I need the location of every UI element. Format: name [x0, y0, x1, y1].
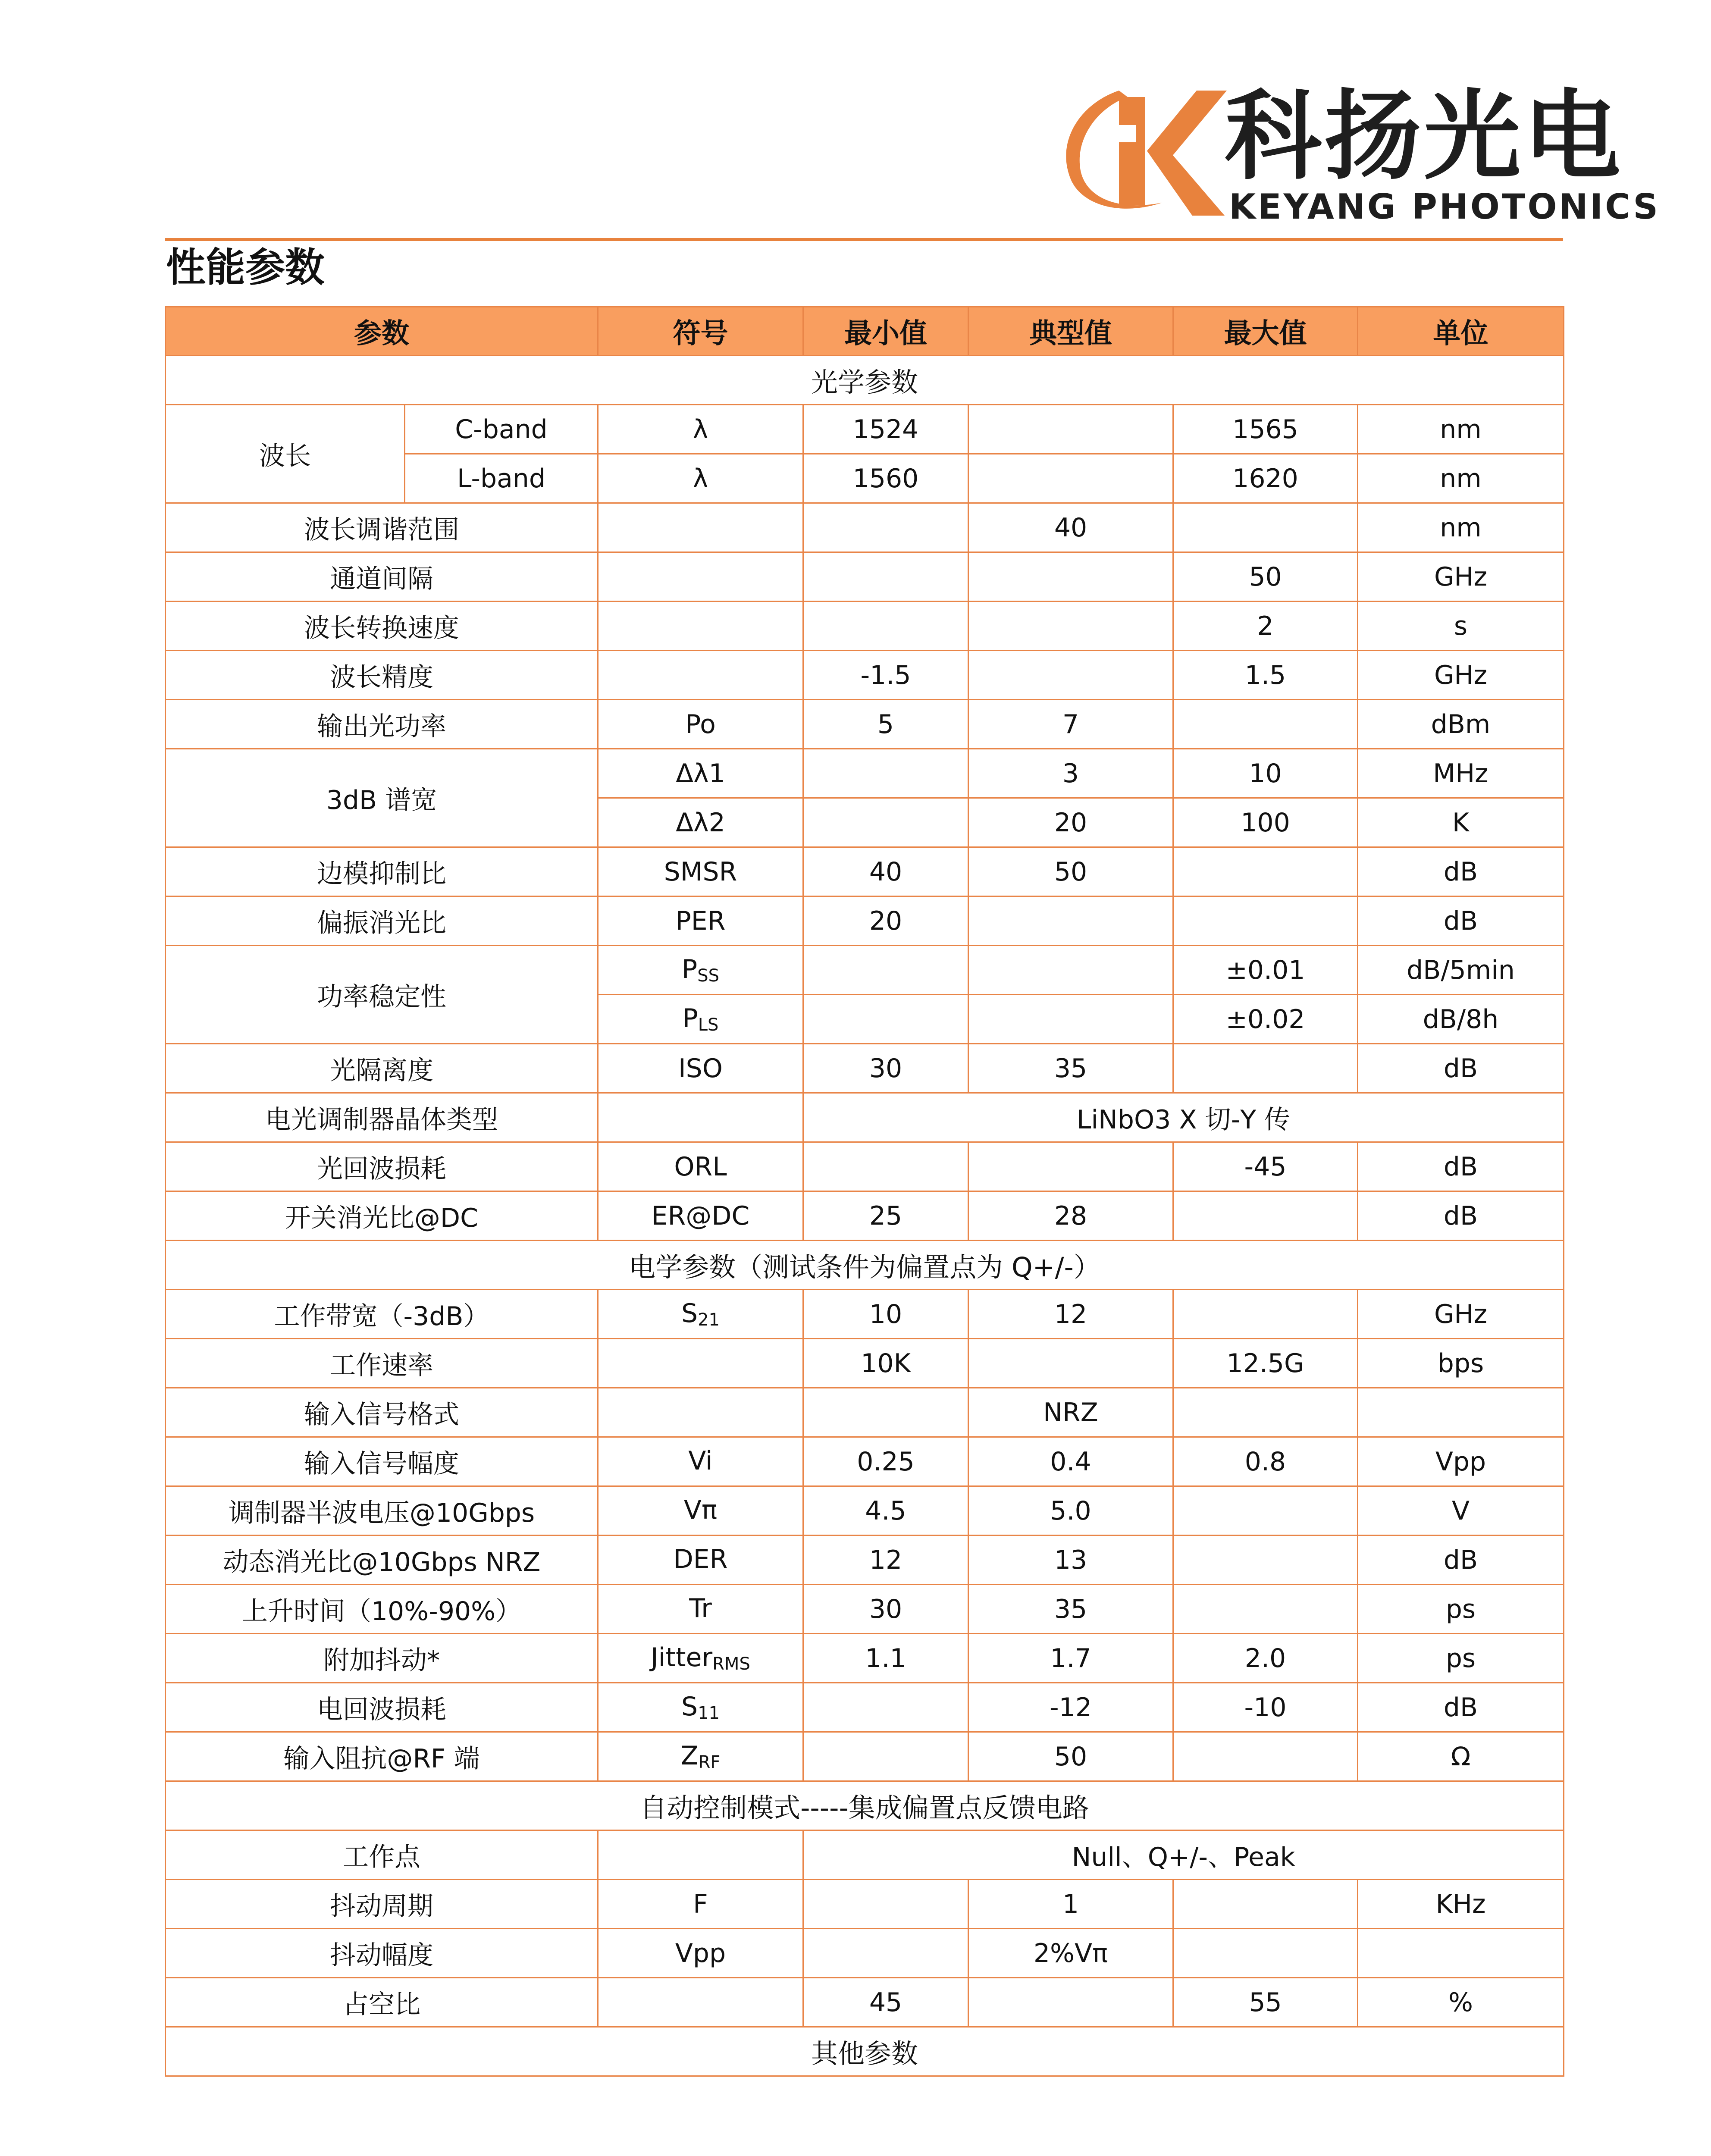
param-cell: 占空比	[166, 1978, 598, 2027]
typ-cell: 2%Vπ	[968, 1929, 1173, 1978]
min-cell	[803, 1683, 968, 1732]
symbol-cell	[598, 946, 803, 995]
max-cell	[1173, 1044, 1358, 1093]
symbol-cell: ISO	[598, 1044, 803, 1093]
table-row	[166, 1388, 1564, 1437]
value-cell: Null、Q+/-、Peak	[803, 1830, 1564, 1880]
min-cell	[803, 1929, 968, 1978]
table-row	[166, 1290, 1564, 1339]
max-cell	[1173, 1536, 1358, 1585]
table-row	[166, 700, 1564, 749]
symbol-main: Vπ	[683, 1495, 718, 1525]
max-cell	[1173, 503, 1358, 552]
table-row	[166, 1536, 1564, 1585]
max-cell: 2.0	[1173, 1634, 1358, 1683]
table-row	[166, 1142, 1564, 1191]
min-cell	[803, 1880, 968, 1929]
header-max: 最大值	[1173, 307, 1358, 356]
max-cell	[1173, 1880, 1358, 1929]
typ-cell: 3	[968, 749, 1173, 798]
min-cell: 20	[803, 896, 968, 946]
min-cell: 1.1	[803, 1634, 968, 1683]
param-cell: 光回波损耗	[166, 1142, 598, 1191]
symbol-cell	[598, 1683, 803, 1732]
symbol-cell	[598, 651, 803, 700]
symbol-subscript: 11	[698, 1703, 720, 1723]
typ-cell: -12	[968, 1683, 1173, 1732]
brand-name-en: KEYANG PHOTONICS	[1229, 187, 1660, 227]
param-cell: 电回波损耗	[166, 1683, 598, 1732]
param-cell: 工作点	[166, 1830, 598, 1880]
unit-cell: V	[1358, 1486, 1564, 1536]
param-cell: 工作带宽（-3dB）	[166, 1290, 598, 1339]
brand-name-cn: 科扬光电	[1225, 80, 1623, 193]
table-row	[166, 552, 1564, 602]
param-cell: 输入阻抗@RF 端	[166, 1732, 598, 1781]
symbol-cell	[598, 1437, 803, 1486]
min-cell	[803, 1388, 968, 1437]
min-cell: 10	[803, 1290, 968, 1339]
unit-cell: KHz	[1358, 1880, 1564, 1929]
min-cell: 0.25	[803, 1437, 968, 1486]
typ-cell: 7	[968, 700, 1173, 749]
param-cell: 输入信号格式	[166, 1388, 598, 1437]
symbol-cell	[598, 1732, 803, 1781]
max-cell	[1173, 700, 1358, 749]
unit-cell: nm	[1358, 405, 1564, 454]
typ-cell: 0.4	[968, 1437, 1173, 1486]
symbol-main: P	[682, 954, 698, 984]
section-label: 自动控制模式-----集成偏置点反馈电路	[166, 1781, 1564, 1830]
header-typ: 典型值	[968, 307, 1173, 356]
max-cell: 1.5	[1173, 651, 1358, 700]
param-cell: 波长转换速度	[166, 602, 598, 651]
max-cell: 100	[1173, 798, 1358, 847]
unit-cell: ps	[1358, 1585, 1564, 1634]
max-cell: 10	[1173, 749, 1358, 798]
min-cell	[803, 995, 968, 1044]
header-symbol: 符号	[598, 307, 803, 356]
symbol-main: P	[682, 1003, 698, 1034]
table-row	[166, 1339, 1564, 1388]
max-cell	[1173, 847, 1358, 896]
typ-cell: 12	[968, 1290, 1173, 1339]
min-cell	[803, 798, 968, 847]
unit-cell: Ω	[1358, 1732, 1564, 1781]
table-row	[166, 1880, 1564, 1929]
symbol-cell: λ	[598, 454, 803, 503]
performance-table	[165, 306, 1564, 2077]
typ-cell: 50	[968, 1732, 1173, 1781]
table-row	[166, 1978, 1564, 2027]
min-cell	[803, 503, 968, 552]
symbol-cell	[598, 1634, 803, 1683]
symbol-cell	[598, 995, 803, 1044]
symbol-cell: PER	[598, 896, 803, 946]
min-cell: 1524	[803, 405, 968, 454]
typ-cell	[968, 1339, 1173, 1388]
symbol-subscript: LS	[698, 1015, 719, 1035]
symbol-cell: λ	[598, 405, 803, 454]
min-cell: 30	[803, 1585, 968, 1634]
band-cell: C-band	[405, 405, 598, 454]
header-param: 参数	[166, 307, 598, 356]
min-cell: 4.5	[803, 1486, 968, 1536]
max-cell: ±0.01	[1173, 946, 1358, 995]
unit-cell: K	[1358, 798, 1564, 847]
optical-section-row	[166, 356, 1564, 405]
symbol-subscript: RF	[698, 1752, 721, 1772]
header-divider	[165, 238, 1563, 241]
table-row	[166, 749, 1564, 798]
max-cell	[1173, 1486, 1358, 1536]
param-cell: 上升时间（10%-90%）	[166, 1585, 598, 1634]
header-unit: 单位	[1358, 307, 1564, 356]
typ-cell	[968, 896, 1173, 946]
symbol-cell	[598, 1093, 803, 1142]
max-cell	[1173, 896, 1358, 946]
min-cell	[803, 946, 968, 995]
table-header-row	[166, 307, 1564, 356]
symbol-main: Tr	[689, 1593, 712, 1623]
symbol-cell	[598, 1290, 803, 1339]
table-row	[166, 1437, 1564, 1486]
table-row	[166, 946, 1564, 995]
symbol-cell	[598, 1830, 803, 1880]
param-cell: 附加抖动*	[166, 1634, 598, 1683]
param-cell: 抖动周期	[166, 1880, 598, 1929]
param-cell: 输入信号幅度	[166, 1437, 598, 1486]
table-row	[166, 1093, 1564, 1142]
unit-cell: dBm	[1358, 700, 1564, 749]
table-row	[166, 896, 1564, 946]
min-cell	[803, 1142, 968, 1191]
param-cell: 调制器半波电压@10Gbps	[166, 1486, 598, 1536]
max-cell	[1173, 1290, 1358, 1339]
table-row	[166, 1929, 1564, 1978]
symbol-cell: F	[598, 1880, 803, 1929]
unit-cell: dB	[1358, 896, 1564, 946]
symbol-cell: Po	[598, 700, 803, 749]
max-cell: 12.5G	[1173, 1339, 1358, 1388]
typ-cell	[968, 995, 1173, 1044]
header-min: 最小值	[803, 307, 968, 356]
table-row	[166, 503, 1564, 552]
unit-cell: GHz	[1358, 552, 1564, 602]
band-cell: L-band	[405, 454, 598, 503]
table-row	[166, 1634, 1564, 1683]
unit-cell: nm	[1358, 503, 1564, 552]
typ-cell: 40	[968, 503, 1173, 552]
param-cell: 边模抑制比	[166, 847, 598, 896]
symbol-main: DER	[673, 1544, 728, 1574]
table-row	[166, 651, 1564, 700]
unit-cell: GHz	[1358, 651, 1564, 700]
max-cell: 1620	[1173, 454, 1358, 503]
unit-cell: dB/5min	[1358, 946, 1564, 995]
value-cell: LiNbO3 X 切-Y 传	[803, 1093, 1564, 1142]
max-cell	[1173, 1585, 1358, 1634]
param-cell: 动态消光比@10Gbps NRZ	[166, 1536, 598, 1585]
typ-cell: 13	[968, 1536, 1173, 1585]
unit-cell: dB	[1358, 1191, 1564, 1241]
typ-cell: 35	[968, 1044, 1173, 1093]
min-cell: -1.5	[803, 651, 968, 700]
table-row	[166, 1585, 1564, 1634]
param-cell: 输出光功率	[166, 700, 598, 749]
control-section-row	[166, 1781, 1564, 1830]
typ-cell	[968, 1978, 1173, 2027]
typ-cell	[968, 552, 1173, 602]
unit-cell: GHz	[1358, 1290, 1564, 1339]
max-cell: -45	[1173, 1142, 1358, 1191]
min-cell: 12	[803, 1536, 968, 1585]
unit-cell: %	[1358, 1978, 1564, 2027]
symbol-cell: Vpp	[598, 1929, 803, 1978]
symbol-subscript: SS	[697, 966, 719, 986]
param-cell: 工作速率	[166, 1339, 598, 1388]
symbol-cell: ORL	[598, 1142, 803, 1191]
param-cell: 光隔离度	[166, 1044, 598, 1093]
param-cell: 通道间隔	[166, 552, 598, 602]
table-row	[166, 1830, 1564, 1880]
min-cell: 25	[803, 1191, 968, 1241]
unit-cell: MHz	[1358, 749, 1564, 798]
symbol-cell	[598, 1978, 803, 2027]
section-label: 光学参数	[166, 356, 1564, 405]
typ-cell: 1.7	[968, 1634, 1173, 1683]
typ-cell: 28	[968, 1191, 1173, 1241]
min-cell: 5	[803, 700, 968, 749]
param-cell: 抖动幅度	[166, 1929, 598, 1978]
min-cell: 10K	[803, 1339, 968, 1388]
min-cell	[803, 552, 968, 602]
symbol-cell: SMSR	[598, 847, 803, 896]
min-cell: 40	[803, 847, 968, 896]
typ-cell	[968, 405, 1173, 454]
unit-cell: nm	[1358, 454, 1564, 503]
symbol-cell	[598, 602, 803, 651]
section-label: 电学参数（测试条件为偏置点为 Q+/-）	[166, 1241, 1564, 1290]
symbol-cell	[598, 1585, 803, 1634]
max-cell	[1173, 1929, 1358, 1978]
min-cell: 30	[803, 1044, 968, 1093]
unit-cell	[1358, 1388, 1564, 1437]
typ-cell	[968, 946, 1173, 995]
table-row	[166, 1044, 1564, 1093]
symbol-main: Jitter	[651, 1642, 713, 1673]
typ-cell: 50	[968, 847, 1173, 896]
unit-cell: dB	[1358, 1142, 1564, 1191]
max-cell	[1173, 1732, 1358, 1781]
max-cell: -10	[1173, 1683, 1358, 1732]
section-label: 其他参数	[166, 2027, 1564, 2076]
unit-cell	[1358, 1929, 1564, 1978]
typ-cell: NRZ	[968, 1388, 1173, 1437]
unit-cell: dB	[1358, 1536, 1564, 1585]
min-cell: 45	[803, 1978, 968, 2027]
unit-cell: ps	[1358, 1634, 1564, 1683]
table-row	[166, 1732, 1564, 1781]
symbol-cell	[598, 1388, 803, 1437]
max-cell	[1173, 1191, 1358, 1241]
table-row	[166, 405, 1564, 454]
max-cell: 50	[1173, 552, 1358, 602]
symbol-main: S	[681, 1692, 698, 1722]
electrical-section-row	[166, 1241, 1564, 1290]
symbol-cell	[598, 503, 803, 552]
symbol-cell	[598, 552, 803, 602]
max-cell: 55	[1173, 1978, 1358, 2027]
typ-cell: 5.0	[968, 1486, 1173, 1536]
unit-cell: dB	[1358, 1683, 1564, 1732]
param-cell: 3dB 谱宽	[166, 749, 598, 847]
min-cell	[803, 1732, 968, 1781]
table-row	[166, 1683, 1564, 1732]
param-cell: 偏振消光比	[166, 896, 598, 946]
symbol-cell: Δλ2	[598, 798, 803, 847]
unit-cell: Vpp	[1358, 1437, 1564, 1486]
table-row	[166, 847, 1564, 896]
min-cell	[803, 749, 968, 798]
min-cell	[803, 602, 968, 651]
symbol-cell	[598, 1486, 803, 1536]
param-cell: 电光调制器晶体类型	[166, 1093, 598, 1142]
typ-cell: 20	[968, 798, 1173, 847]
param-cell: 波长	[166, 405, 405, 503]
symbol-cell: Δλ1	[598, 749, 803, 798]
table-row	[166, 1191, 1564, 1241]
symbol-subscript: RMS	[712, 1654, 750, 1674]
unit-cell: bps	[1358, 1339, 1564, 1388]
symbol-cell: ER@DC	[598, 1191, 803, 1241]
param-cell: 功率稳定性	[166, 946, 598, 1044]
table-row	[166, 1486, 1564, 1536]
typ-cell	[968, 1142, 1173, 1191]
symbol-subscript: 21	[698, 1310, 720, 1330]
k-swoosh-logo-icon	[1054, 73, 1227, 233]
typ-cell: 1	[968, 1880, 1173, 1929]
typ-cell	[968, 602, 1173, 651]
table-row	[166, 602, 1564, 651]
max-cell: 0.8	[1173, 1437, 1358, 1486]
typ-cell	[968, 651, 1173, 700]
min-cell: 1560	[803, 454, 968, 503]
symbol-cell	[598, 1536, 803, 1585]
symbol-main: Z	[680, 1741, 699, 1771]
max-cell: 1565	[1173, 405, 1358, 454]
section-title: 性能参数	[166, 244, 325, 291]
unit-cell: s	[1358, 602, 1564, 651]
typ-cell: 35	[968, 1585, 1173, 1634]
symbol-main: Vi	[688, 1446, 713, 1476]
param-cell: 波长调谐范围	[166, 503, 598, 552]
typ-cell	[968, 454, 1173, 503]
unit-cell: dB	[1358, 847, 1564, 896]
symbol-cell	[598, 1339, 803, 1388]
symbol-main: S	[681, 1298, 698, 1329]
param-cell: 开关消光比@DC	[166, 1191, 598, 1241]
max-cell: 2	[1173, 602, 1358, 651]
unit-cell: dB	[1358, 1044, 1564, 1093]
max-cell: ±0.02	[1173, 995, 1358, 1044]
other-section-row	[166, 2027, 1564, 2076]
param-cell: 波长精度	[166, 651, 598, 700]
max-cell	[1173, 1388, 1358, 1437]
unit-cell: dB/8h	[1358, 995, 1564, 1044]
